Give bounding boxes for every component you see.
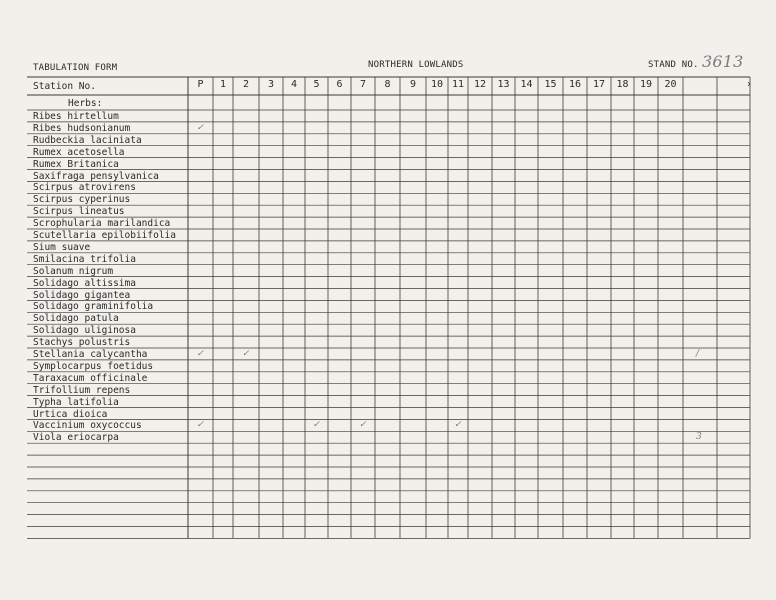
stand-number-value: 3613 <box>702 52 744 71</box>
column-header: 10 <box>430 79 444 90</box>
station-label: Station No. <box>33 81 96 92</box>
column-header: 8 <box>384 79 391 90</box>
column-header: 9 <box>409 79 417 90</box>
species-row-label: Symplocarpus foetidus <box>33 360 154 372</box>
column-header-edge: › <box>745 79 753 90</box>
species-row-label: Scirpus atrovirens <box>33 182 136 194</box>
column-header: 5 <box>313 79 320 90</box>
column-header: 12 <box>473 79 487 90</box>
tally-mark: ✓ <box>312 420 321 431</box>
species-row-label: Rumex Britanica <box>33 158 119 170</box>
tally-mark: ✓ <box>359 420 367 431</box>
tally-mark: ✓ <box>454 420 462 431</box>
species-row-label: Smilacina trifolia <box>33 253 136 265</box>
species-row-label: Stellania calycantha <box>33 349 148 360</box>
form-title: TABULATION FORM <box>33 63 118 73</box>
species-row-label: Ribes hudsonianum <box>33 122 131 134</box>
species-row-label: Stachys polustris <box>33 337 131 349</box>
column-header: 17 <box>592 79 606 90</box>
species-row-label: Scirpus lineatus <box>33 206 125 218</box>
tally-mark: ✓ <box>196 122 205 133</box>
column-header: P <box>197 79 204 90</box>
column-header: 16 <box>568 79 582 90</box>
column-header <box>683 79 717 93</box>
column-header: 4 <box>290 79 298 90</box>
column-header: 15 <box>544 79 557 90</box>
tally-mark: / <box>696 349 700 359</box>
species-row-label: Urtica dioica <box>33 408 108 420</box>
column-header: 19 <box>639 79 653 90</box>
species-row-label: Taraxacum officinale <box>33 372 148 384</box>
species-row-label: Scirpus cyperinus <box>33 194 131 206</box>
column-header: 7 <box>359 79 367 90</box>
column-header: 13 <box>497 79 510 90</box>
tally-mark: ✓ <box>242 349 250 359</box>
species-row-label: Solidago gigantea <box>33 289 131 301</box>
species-row-label: Typha latifolia <box>33 396 119 408</box>
column-header: 1 <box>219 79 227 90</box>
species-row-label: Viola eriocarpa <box>33 432 119 444</box>
species-row-label: Scrophularia marilandica <box>33 218 171 230</box>
species-row-label: Trifollium repens <box>33 384 131 396</box>
column-header: 11 <box>451 79 465 90</box>
column-header: 3 <box>267 79 275 90</box>
species-row-label: Rudbeckia laciniata <box>33 134 142 146</box>
column-header: 18 <box>616 79 629 90</box>
species-row-label: Vaccinium oxycoccus <box>33 420 142 432</box>
species-row-label: Sium suave <box>33 241 91 253</box>
species-row-label: Saxifraga pensylvanica <box>33 170 159 182</box>
species-row-label: Rumex acetosella <box>33 146 125 158</box>
species-row-label: Solidago patula <box>33 313 119 325</box>
tally-mark: ✓ <box>196 420 205 431</box>
herbs-section-label: Herbs: <box>68 98 103 109</box>
tally-mark: 3 <box>696 432 702 443</box>
column-header: 14 <box>520 79 533 90</box>
column-header: 2 <box>242 79 250 90</box>
column-header: 6 <box>336 79 343 90</box>
stand-number-label: STAND NO. <box>648 60 699 70</box>
region-title: NORTHERN LOWLANDS <box>368 60 464 70</box>
column-header: 20 <box>664 79 677 90</box>
tally-mark: ✓ <box>196 349 205 359</box>
species-row-label: Solidago altissima <box>33 277 136 289</box>
species-row-label: Solidago uliginosa <box>33 325 136 337</box>
species-row-label: Ribes hirtellum <box>33 111 119 122</box>
species-row-label: Scutellaria epilobiifolia <box>33 230 176 241</box>
species-row-label: Solidago graminifolia <box>33 301 154 313</box>
species-row-label: Solanum nigrum <box>33 265 114 277</box>
